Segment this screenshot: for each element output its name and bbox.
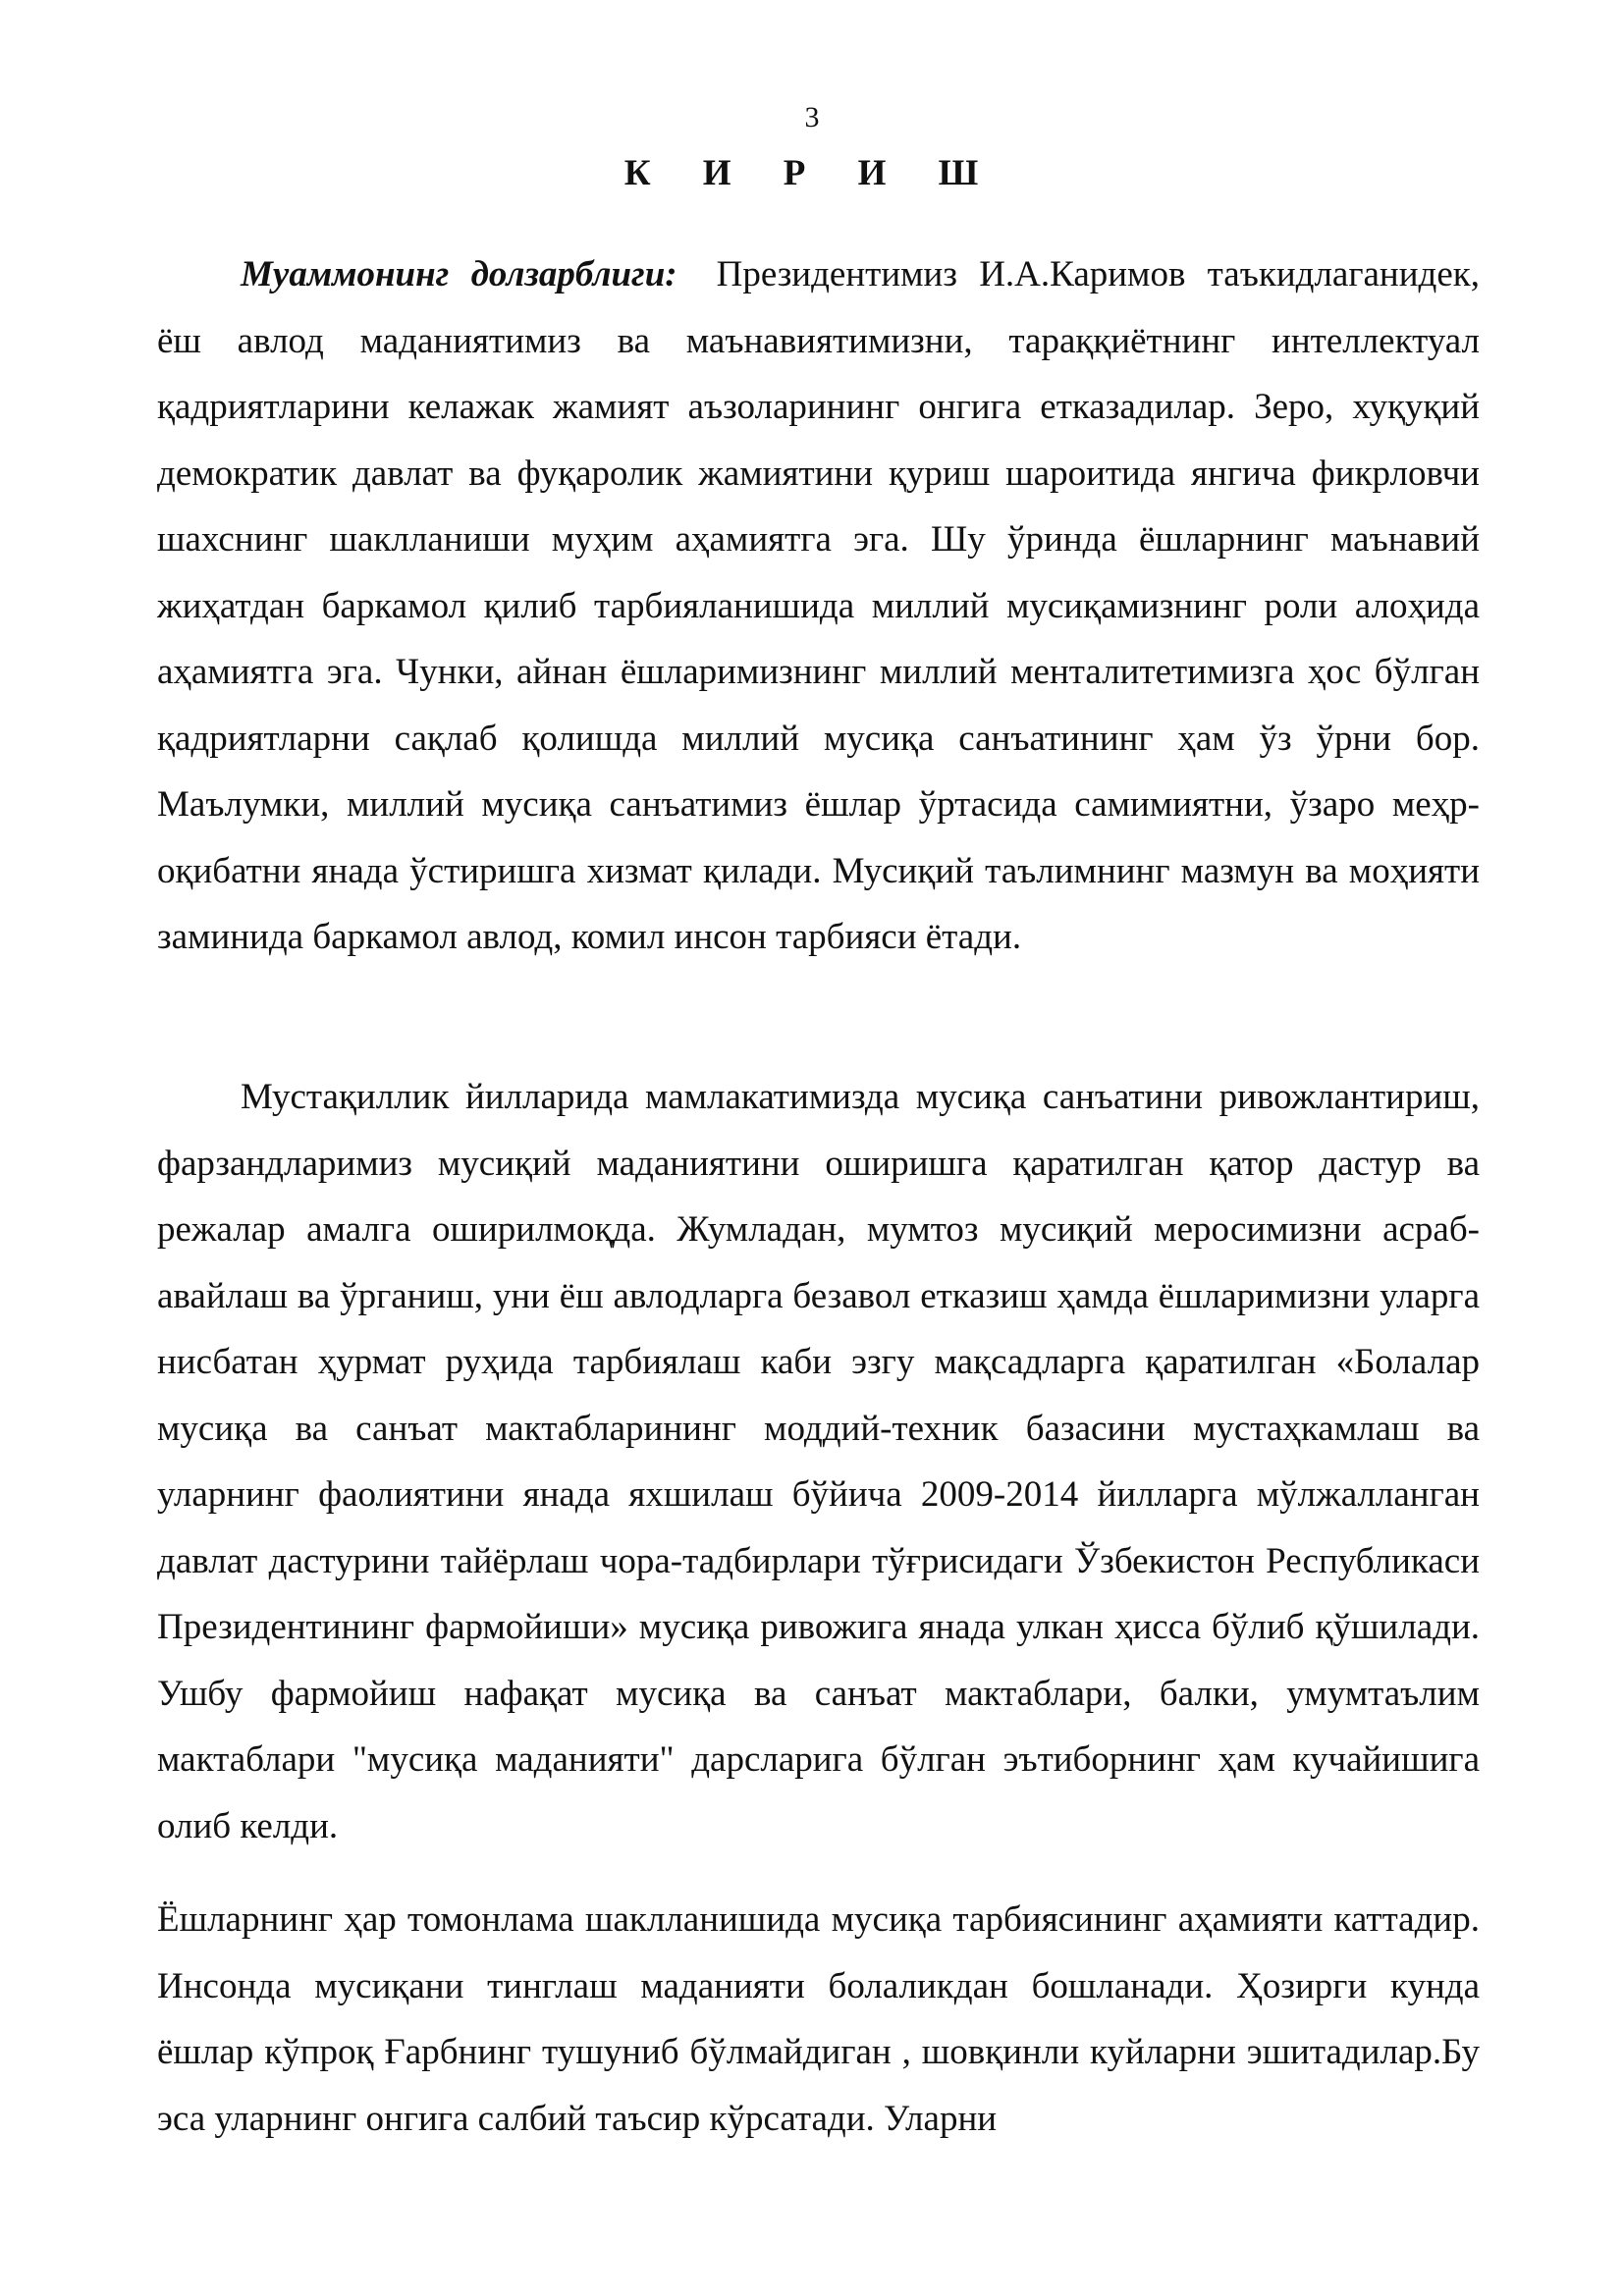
paragraph-independence <box>157 1064 1480 1859</box>
paragraph-youth <box>157 1887 1480 2152</box>
page-number: 3 <box>804 101 820 133</box>
paragraph-text: Ёшларнинг ҳар томонлама шаклланишида мусиқа тарбиясининг аҳамияти каттадир. Инсонда мусиқани тинглаш маданияти болаликдан бошланади. Ҳозирги кунда ёшлар кўпроқ Ғарбнинг тушуниб бўлмайдиган , шовқинли куйларни эшитадилар.Бу эса уларнинг онгига салбий таъсир кўрсатади. Уларни <box>157 1899 1480 2139</box>
paragraph-text <box>157 241 1480 971</box>
paragraph-lead: Муаммонинг долзарблиги: <box>241 254 677 294</box>
page-heading: К И Р И Ш <box>623 153 1001 193</box>
paragraph-body: Президентимиз И.А.Каримов таъкидлаганидек, ёш авлод маданиятимиз ва маънавиятимизни, тараққиётнинг интеллектуал қадриятларини келажак жамият аъзоларининг онгига етказадилар. Зеро, хуқуқий демократик давлат ва фуқаролик жамиятини қуриш шароитида янгича фикрловчи шахснинг шаклланиши муҳим аҳамиятга эга. Шу ўринда ёшларнинг маънавий жиҳатдан баркамол қилиб тарбияланишида миллий мусиқамизнинг роли алоҳида аҳамиятга эга. Чунки, айнан ёшларимизнинг миллий менталитетимизга ҳос бўлган қадриятларни сақлаб қолишда миллий мусиқа санъатининг ҳам ўз ўрни бор. Маълумки, миллий мусиқа санъатимиз ёшлар ўртасида самимиятни, ўзаро меҳр-оқибатни янада ўстиришга хизмат қилади. Мусиқий таълимнинг мазмун ва моҳияти заминида баркамол авлод, комил инсон тарбияси ётади. <box>157 254 1480 957</box>
paragraph-relevance <box>157 241 1480 971</box>
paragraph-text: Мустақиллик йилларида мамлакатимизда мусиқа санъатини ривожлантириш, фарзандларимиз мусиқий маданиятини оширишга қаратилган қатор дастур ва режалар амалга оширилмоқда. Жумладан, мумтоз мусиқий меросимизни асраб-авайлаш ва ўрганиш, уни ёш авлодларга безавол етказиш ҳамда ёшларимизни уларга нисбатан ҳурмат руҳида тарбиялаш каби эзгу мақсадларга қаратилган «Болалар мусиқа ва санъат мактабларининг моддий-техник базасини мустаҳкамлаш ва уларнинг фаолиятини янада яхшилаш бўйича 2009-2014 йилларга мўлжалланган давлат дастурини тайёрлаш чора-тадбирлари тўғрисидаги Ўзбекистон Республикаси Президентининг фармойиши» мусиқа ривожига янада улкан ҳисса бўлиб қўшилади. Ушбу фармойиш нафақат мусиқа ва санъат мактаблари, балки, умумтаълим мактаблари "мусиқа маданияти" дарсларига бўлган эътиборнинг ҳам кучайишига олиб келди. <box>157 1077 1480 1846</box>
